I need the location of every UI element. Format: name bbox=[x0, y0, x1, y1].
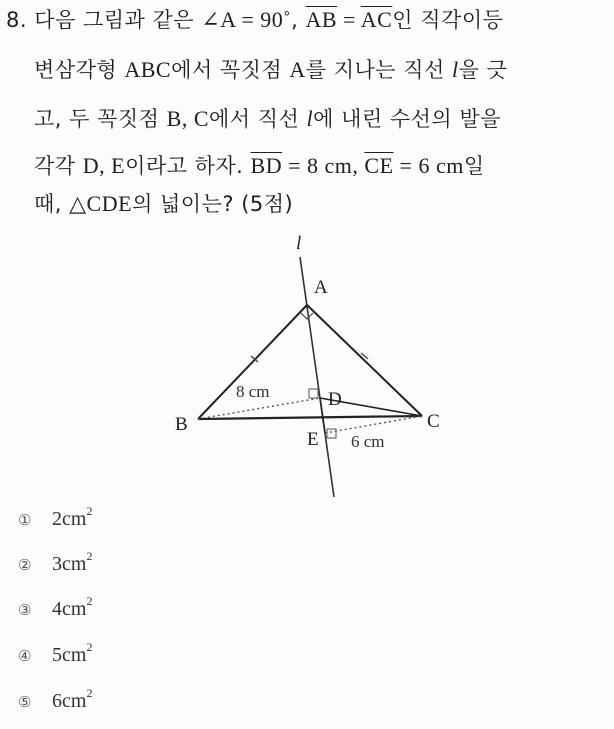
choice-4[interactable] bbox=[18, 642, 92, 672]
problem-line-1 bbox=[6, 6, 503, 34]
text-3a: 고, 두 꼭짓점 bbox=[34, 107, 167, 131]
problem-line-3 bbox=[34, 105, 501, 133]
text-4a: 각각 bbox=[34, 154, 83, 178]
choice-3-exponent: 2 bbox=[86, 594, 93, 608]
choice-3-value: 4cm bbox=[52, 597, 87, 620]
segment-ce-line bbox=[325, 416, 422, 433]
label-point-e: E bbox=[307, 429, 319, 450]
ce-value: = 6 cm bbox=[393, 153, 464, 178]
triangle-cde: △CDE bbox=[69, 191, 133, 216]
text-4c: 일 bbox=[463, 154, 485, 178]
triangle-name: ABC bbox=[124, 57, 172, 82]
text-2d: 을 긋 bbox=[458, 58, 508, 82]
choice-1-value: 2cm bbox=[52, 507, 87, 530]
line-l: l bbox=[452, 57, 459, 82]
text-3b: 에서 직선 bbox=[209, 107, 307, 131]
label-line-l: l bbox=[296, 233, 302, 254]
line-l-2: l bbox=[306, 106, 314, 131]
choice-1-exponent: 2 bbox=[86, 504, 93, 518]
text-5b: 의 넓이는? (5점) bbox=[132, 192, 294, 216]
text-5a: 때, bbox=[34, 192, 70, 216]
side-bc bbox=[198, 416, 422, 419]
segment-bd: $\overline{BD}$ bbox=[250, 153, 283, 178]
label-vertex-a: A bbox=[314, 277, 328, 298]
choice-1-mark: ① bbox=[18, 510, 32, 529]
segment-ce: $\overline{CE}$ bbox=[364, 153, 394, 178]
choice-5-exponent: 2 bbox=[86, 686, 93, 700]
segment-ab: $\overline{AB}$ bbox=[305, 7, 338, 32]
text-1b: , bbox=[291, 8, 306, 32]
label-point-d: D bbox=[328, 389, 342, 410]
vertex-a: A bbox=[289, 57, 306, 82]
segment-ac: $\overline{AC}$ bbox=[360, 7, 393, 32]
choice-4-value: 5cm bbox=[52, 643, 87, 666]
text-4b: 이라고 하자. bbox=[125, 154, 251, 178]
triangle-diagram bbox=[150, 225, 450, 500]
choice-3[interactable] bbox=[18, 596, 92, 626]
equals-sign: = bbox=[337, 7, 361, 32]
choice-4-mark: ④ bbox=[18, 646, 32, 665]
choice-2-mark: ② bbox=[18, 555, 32, 574]
text-1a: 다음 그림과 같은 bbox=[34, 8, 202, 32]
bd-value: = 8 cm, bbox=[282, 153, 365, 178]
segment-de-line bbox=[320, 398, 325, 433]
problem-number: 8. bbox=[6, 8, 28, 32]
choice-2[interactable] bbox=[18, 551, 92, 581]
geometry-figure bbox=[150, 225, 450, 500]
label-ce-length: 6 cm bbox=[351, 432, 385, 451]
choice-2-exponent: 2 bbox=[86, 549, 93, 563]
label-vertex-c: C bbox=[427, 411, 440, 432]
text-2c: 를 지나는 직선 bbox=[305, 58, 452, 82]
problem-line-5 bbox=[34, 190, 293, 218]
angle-condition: ∠A = 90˚ bbox=[201, 7, 292, 32]
choice-2-value: 3cm bbox=[52, 552, 87, 575]
choice-3-mark: ③ bbox=[18, 600, 32, 619]
choice-4-exponent: 2 bbox=[86, 640, 93, 654]
choice-5-mark: ⑤ bbox=[18, 692, 32, 711]
text-2a: 변삼각형 bbox=[34, 58, 125, 82]
problem-line-4 bbox=[34, 152, 485, 180]
label-vertex-b: B bbox=[175, 414, 188, 435]
label-bd-length: 8 cm bbox=[236, 382, 270, 401]
choice-1[interactable] bbox=[18, 506, 92, 536]
vertices-bc: B, C bbox=[166, 106, 209, 131]
right-angle-e bbox=[327, 429, 336, 438]
right-angle-d bbox=[309, 389, 318, 398]
text-1c: 인 직각이등 bbox=[392, 8, 504, 32]
text-2b: 에서 꼭짓점 bbox=[171, 58, 290, 82]
choice-5[interactable] bbox=[18, 688, 92, 718]
problem-line-2 bbox=[34, 56, 507, 84]
points-de: D, E bbox=[82, 153, 126, 178]
text-3c: 에 내린 수선의 발을 bbox=[313, 107, 501, 131]
side-ab bbox=[198, 305, 307, 419]
choice-5-value: 6cm bbox=[52, 689, 87, 712]
right-angle-a bbox=[301, 313, 313, 319]
